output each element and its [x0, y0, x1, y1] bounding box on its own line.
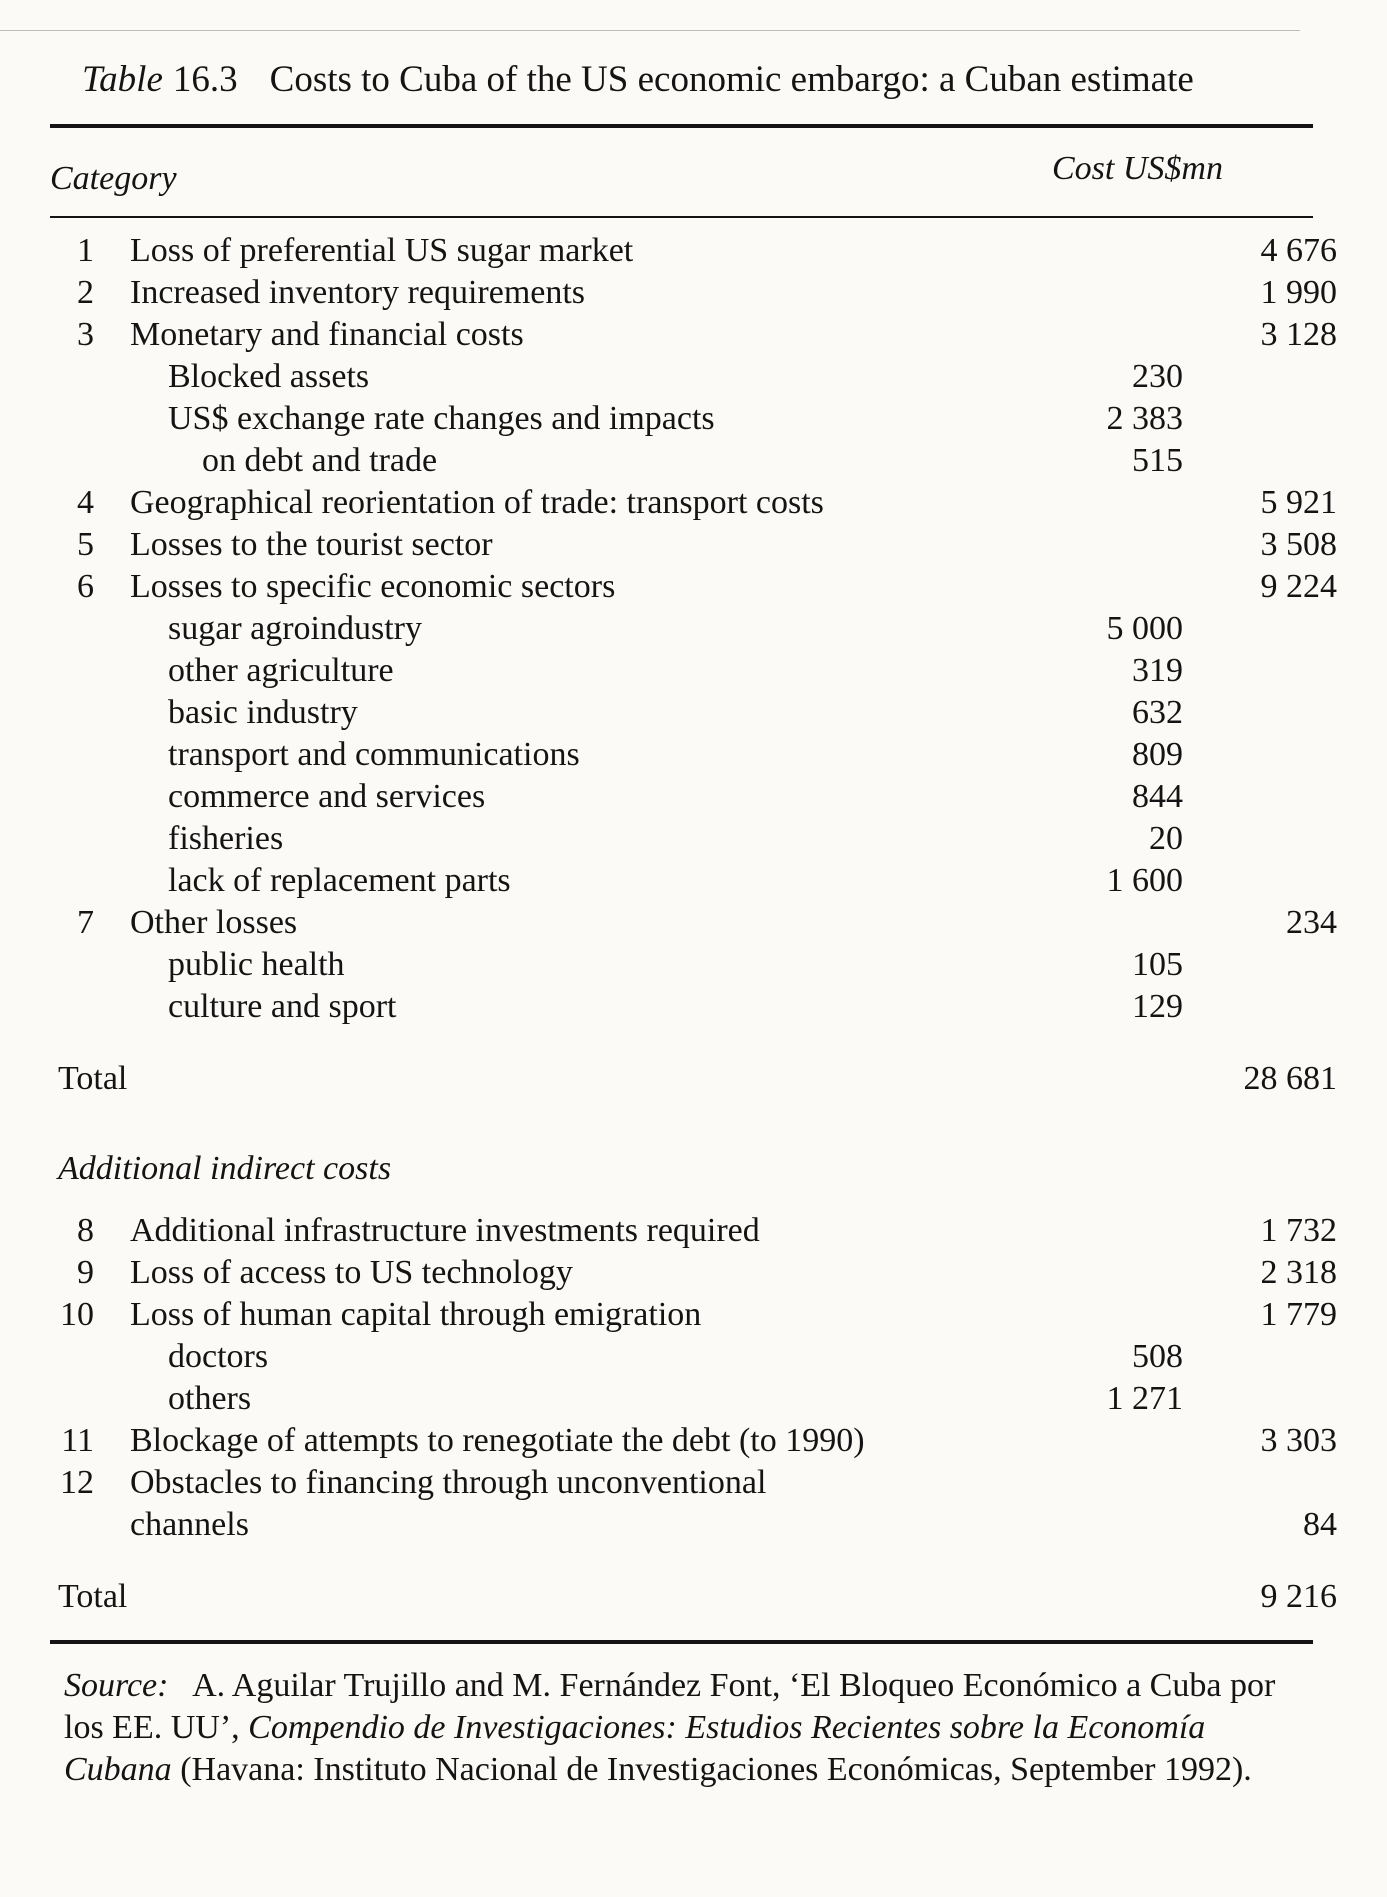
- row-subtotal: 20: [1149, 820, 1183, 857]
- row-number: 6: [77, 568, 94, 605]
- row-subtotal: 319: [1132, 652, 1183, 689]
- row-category: Losses to the tourist sector: [130, 526, 493, 563]
- row-subtotal: 5 000: [1106, 610, 1183, 647]
- row-category: Additional infrastructure investments required: [130, 1212, 760, 1249]
- indirect-costs-heading: Additional indirect costs: [58, 1150, 392, 1187]
- row-category: Loss of preferential US sugar market: [130, 232, 634, 269]
- table-row: [50, 1294, 1337, 1336]
- row-number: 5: [77, 526, 94, 563]
- table-top-rule: [50, 124, 1313, 128]
- table-row: [50, 692, 1315, 734]
- row-category: Other losses: [130, 904, 298, 941]
- row-number: 8: [77, 1212, 94, 1249]
- row-category: doctors: [168, 1338, 269, 1375]
- source-note: [64, 1665, 1314, 1791]
- row-number: 1: [77, 232, 94, 269]
- table-row: [50, 986, 1315, 1028]
- row-cost: 3 303: [1260, 1422, 1337, 1459]
- row-subtotal: 515: [1132, 442, 1183, 479]
- row-category: Losses to specific economic sectors: [130, 568, 616, 605]
- header-rule: [50, 216, 1313, 218]
- table-row: [50, 1252, 1337, 1294]
- row-cost: 1 990: [1260, 274, 1337, 311]
- table-row: [50, 230, 1337, 272]
- row-category: Blockage of attempts to renegotiate the debt (to 1990): [130, 1422, 865, 1459]
- table-row: [50, 524, 1337, 566]
- row-cost: 3 128: [1260, 316, 1337, 353]
- row-category: channels: [130, 1506, 249, 1543]
- indirect-cost-rows: [50, 1210, 1337, 1546]
- row-category: others: [168, 1380, 252, 1417]
- table-row: [50, 1210, 1337, 1252]
- row-category: public health: [168, 946, 345, 983]
- table-row: [50, 818, 1315, 860]
- row-subtotal: 1 600: [1106, 862, 1183, 899]
- row-category: fisheries: [168, 820, 284, 857]
- row-cost: 1 732: [1260, 1212, 1337, 1249]
- table-row: [50, 1462, 1315, 1504]
- table-bottom-rule: [50, 1640, 1313, 1644]
- row-subtotal: 632: [1132, 694, 1183, 731]
- row-cost: 5 921: [1260, 484, 1337, 521]
- row-subtotal: 2 383: [1106, 400, 1183, 437]
- row-number: 2: [77, 274, 94, 311]
- row-category: lack of replacement parts: [168, 862, 511, 899]
- row-category: transport and communications: [168, 736, 580, 773]
- row-category: commerce and services: [168, 778, 486, 815]
- row-subtotal: 129: [1132, 988, 1183, 1025]
- page-top-rule: [0, 30, 1300, 31]
- row-category: Loss of access to US technology: [130, 1254, 573, 1291]
- row-category: basic industry: [168, 694, 358, 731]
- row-number: 7: [77, 904, 94, 941]
- row-cost: 3 508: [1260, 526, 1337, 563]
- row-number: 11: [61, 1422, 94, 1459]
- row-cost: 1 779: [1260, 1296, 1337, 1333]
- total-direct-value: 28 681: [1243, 1060, 1337, 1097]
- row-category: Increased inventory requirements: [130, 274, 586, 311]
- table-row: [50, 650, 1315, 692]
- row-subtotal: 508: [1132, 1338, 1183, 1375]
- total-direct-label: Total: [58, 1060, 128, 1097]
- table-row: [50, 356, 1315, 398]
- row-cost: 2 318: [1260, 1254, 1337, 1291]
- row-number: 9: [77, 1254, 94, 1291]
- table-caption: [82, 58, 1194, 101]
- row-category: Loss of human capital through emigration: [130, 1296, 702, 1333]
- table-row: [50, 944, 1315, 986]
- source-authors: A. Aguilar Trujillo and M. Fernández Font, ‘El Bloqueo Económico a Cuba por los EE. UU’,: [64, 1667, 1276, 1746]
- total-direct-row: [50, 1058, 1337, 1100]
- source-label: Source:: [64, 1667, 169, 1704]
- row-cost: 234: [1286, 904, 1337, 941]
- caption-label: Table: [82, 59, 163, 100]
- row-category: Monetary and financial costs: [130, 316, 524, 353]
- table-row: [50, 440, 1315, 482]
- table-row: [50, 272, 1337, 314]
- header-cost: Cost US$mn: [1052, 150, 1223, 187]
- row-cost: 84: [1303, 1506, 1337, 1543]
- row-subtotal: 844: [1132, 778, 1183, 815]
- row-category: US$ exchange rate changes and impacts: [168, 400, 715, 437]
- indirect-costs-heading-row: [50, 1148, 1315, 1190]
- table-row: [50, 902, 1337, 944]
- row-subtotal: 1 271: [1106, 1380, 1183, 1417]
- table-row: [50, 776, 1315, 818]
- table-row: [50, 398, 1315, 440]
- table-row: [50, 314, 1337, 356]
- header-category: Category: [50, 160, 177, 197]
- row-number: 4: [77, 484, 94, 521]
- row-category: Obstacles to financing through unconventional: [130, 1464, 767, 1501]
- direct-cost-rows: [50, 230, 1337, 1028]
- table-row: [50, 608, 1315, 650]
- row-category: Geographical reorientation of trade: transport costs: [130, 484, 824, 521]
- table-row: [50, 860, 1315, 902]
- row-cost: 9 224: [1260, 568, 1337, 605]
- caption-title: Costs to Cuba of the US economic embargo: a Cuban estimate: [269, 59, 1194, 100]
- table-row: [50, 734, 1315, 776]
- row-subtotal: 230: [1132, 358, 1183, 395]
- table-row: [50, 1336, 1315, 1378]
- table-row: [50, 482, 1337, 524]
- row-number: 12: [60, 1464, 94, 1501]
- table-row: [50, 1420, 1337, 1462]
- row-cost: 4 676: [1260, 232, 1337, 269]
- row-category: Blocked assets: [168, 358, 370, 395]
- table-row: [50, 1378, 1315, 1420]
- row-category: on debt and trade: [202, 442, 438, 479]
- table-row: [50, 566, 1337, 608]
- row-category: other agriculture: [168, 652, 394, 689]
- source-publication: Compendio de Investigaciones: Estudios Recientes sobre la Economía Cubana: [64, 1709, 1206, 1788]
- total-indirect-row: [50, 1576, 1337, 1618]
- cost-table: [50, 230, 1337, 1618]
- row-number: 10: [60, 1296, 94, 1333]
- row-number: 3: [77, 316, 94, 353]
- source-imprint: (Havana: Instituto Nacional de Investigaciones Económicas, September 1992).: [180, 1751, 1252, 1788]
- caption-number: 16.3: [172, 59, 238, 100]
- row-category: culture and sport: [168, 988, 397, 1025]
- total-indirect-label: Total: [58, 1578, 128, 1615]
- row-category: sugar agroindustry: [168, 610, 423, 647]
- row-subtotal: 809: [1132, 736, 1183, 773]
- row-subtotal: 105: [1132, 946, 1183, 983]
- table-row: [50, 1504, 1337, 1546]
- total-indirect-value: 9 216: [1260, 1578, 1337, 1615]
